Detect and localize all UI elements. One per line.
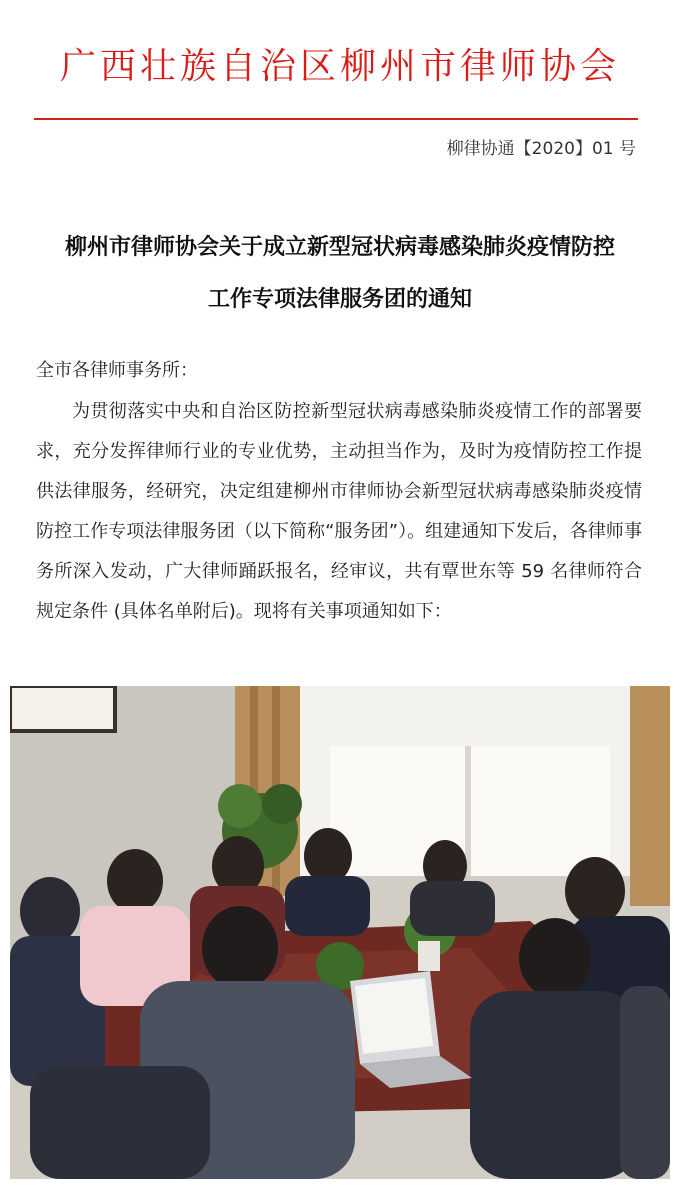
document-number: 柳律协通【2020】01 号 (446, 139, 636, 159)
notice-title (0, 222, 680, 326)
notice-body: 为贯彻落实中央和自治区防控新型冠状病毒感染肺炎疫情工作的部署要求，充分发挥律师行业的专业优势，主动担当作为，及时为疫情防控工作提供法律服务，经研究，决定组建柳州市律师协会新型冠状病毒感染肺炎疫情防控工作专项法律服务团（以下简称“服务团”）。组建通知下发后，各律师事务所深入发动，广大律师踊跃报名，经审议，共有覃世东等 59 名律师符合规定条件 (具体名单附后)。现将有关事项通知如下： (36, 401, 642, 622)
notice-title-line-2: 工作专项法律服务团的通知 (207, 287, 472, 312)
header-divider (34, 118, 638, 120)
notice-title-line-1: 柳州市律师协会关于成立新型冠状病毒感染肺炎疫情防控 (64, 235, 615, 260)
meeting-photo-illustration (10, 686, 670, 1179)
meeting-photo (10, 686, 670, 1179)
salutation: 全市各律师事务所： (36, 360, 198, 381)
organization-header: 广西壮族自治区柳州市律师协会 (59, 46, 620, 87)
